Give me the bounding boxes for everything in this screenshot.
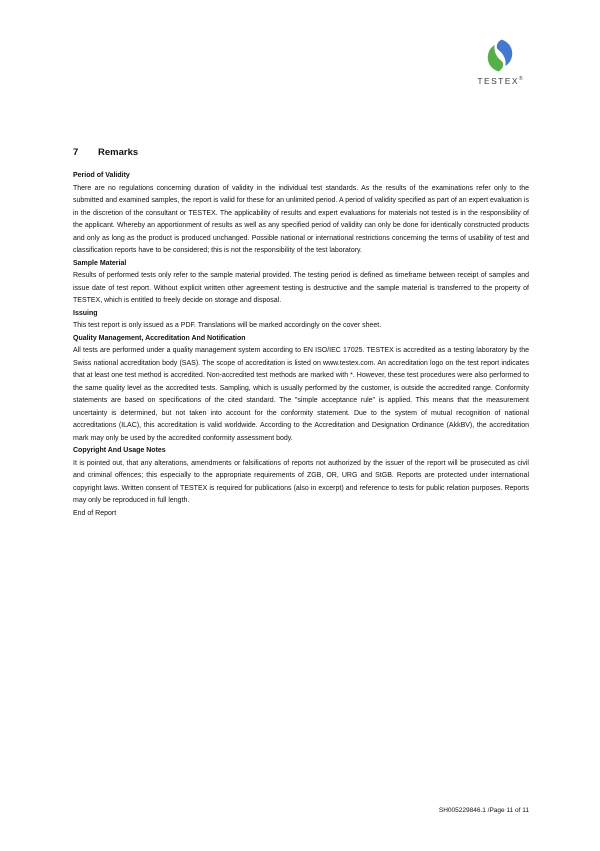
section-title (73, 147, 529, 158)
section-number: 7 (73, 147, 79, 158)
section-sample-material (73, 258, 529, 308)
subsection-body: This test report is only issued as a PDF. Translations will be marked accordingly on the cover sheet. (73, 322, 382, 329)
subsection-heading: Quality Management, Accreditation And Notification (73, 334, 246, 342)
section-quality-management (73, 333, 529, 446)
testex-leaf-icon (485, 38, 515, 73)
subsection-body: All tests are performed under a quality management system according to EN ISO/IEC 17025. TESTEX is accredited as a testing laboratory by the Swiss national accreditation body (SAS). The scope of accreditation is listed on www.testex.com. An accreditation logo on the test report indicates that at least one test method is accredited. Non-accredited test methods are marked with *. However, these test procedures were also performed to the same quality level as the accredited tests. Sampling, which is usually performed by the customer, is outside the accredited range. Conformity statements are based on specifications of the cited standard. The "simple acceptance rule" is applied. This means that the measurement uncertainty is determined, but not taken into account for the conformity statement. Due to the system of mutual recognition of national accreditations (ILAC), this accreditation is valid worldwide. According to the Accreditation and Designation Ordinance (AkkBV), the accreditation mark may only be used by the accredited conformity assessment body. (73, 347, 529, 442)
testex-logo (466, 38, 534, 86)
end-of-report: End of Report (73, 509, 117, 517)
registered-mark: ® (518, 76, 523, 83)
remarks-content (73, 147, 529, 520)
section-period-of-validity (73, 170, 529, 258)
brand-text: TESTEX (477, 76, 519, 86)
subsection-heading: Sample Material (73, 259, 127, 267)
subsection-body: It is pointed out, that any alterations, amendments or falsifications of reports not authorized by the issuer of the report will be prosecuted as civil and criminal offences; this especially to the appropriate requirements of ZGB, OR, URG and StGB. Reports are protected under international copyright laws. Written consent of TESTEX is required for publications (also in excerpt) and reference to tests for public relation purposes. Reports may only be reproduced in full length. (73, 459, 529, 504)
subsection-body: There are no regulations concerning duration of validity in the individual test standards. As the results of the examinations refer only to the submitted and examined samples, the report is valid for these for an unlimited period. A period of validity specified as part of an expert evaluation is in the discretion of the consultant or TESTEX. The applicability of results and expert evaluations for materials not tested is in the responsibility of the applicant. Whereby an apportionment of results as well as any specified period of validity can only be done for identically constructed products and only as long as the product is produced unchanged. Possible national or international restrictions concerning the terms of usability of test and classification reports have to be considered; this is not the responsibility of the test laboratory. (73, 184, 529, 254)
subsection-heading: Period of Validity (73, 172, 130, 179)
section-issuing (73, 308, 529, 333)
testex-wordmark (477, 76, 522, 86)
section-copyright-usage (73, 445, 529, 508)
subsection-body: Results of performed tests only refer to the sample material provided. The testing period is defined as timeframe between receipt of samples and issue date of test report. Without explicit written other agreement testing is destructive and the sample material is transferred to the property of TESTEX, which is entitled to freely decide on storage and disposal. (73, 272, 529, 304)
subsection-heading: Issuing (73, 309, 98, 317)
page-footer: SH005229846.1 /Page 11 of 11 (438, 807, 529, 814)
section-title-text: Remarks (98, 147, 139, 158)
subsection-heading: Copyright And Usage Notes (73, 447, 166, 454)
